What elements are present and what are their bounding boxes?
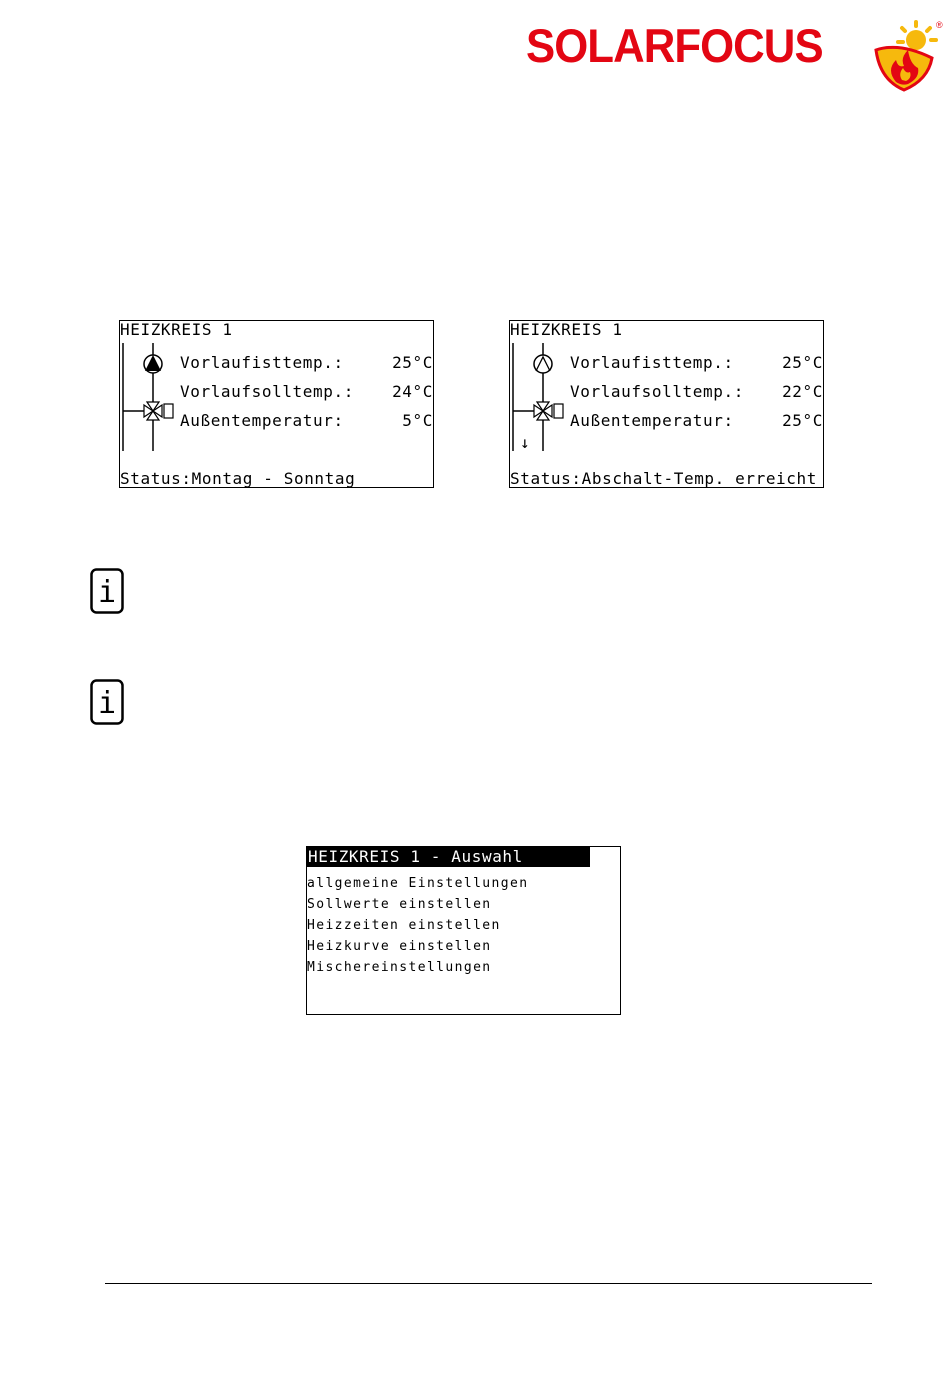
menu-item-mixer-settings[interactable]: Mischereinstellungen xyxy=(307,960,492,975)
lcd-display-off xyxy=(509,320,824,488)
display-title: HEIZKREIS 1 xyxy=(510,320,623,339)
flow-temp-label: Vorlaufisttemp.: xyxy=(570,353,734,372)
flow-temp-label: Vorlaufisttemp.: xyxy=(180,353,344,372)
info-glyph: i xyxy=(97,686,117,721)
menu-item-heating-curve[interactable]: Heizkurve einstellen xyxy=(307,939,492,954)
info-glyph: i xyxy=(97,575,117,610)
flow-temp-value: 25°C xyxy=(782,353,823,372)
flow-temp-value: 25°C xyxy=(392,353,433,372)
footer-divider xyxy=(105,1283,872,1284)
logo-wordmark: SOLARFOCUS xyxy=(526,19,823,72)
sun-flame-logo-icon xyxy=(870,20,940,92)
outdoor-temp-label: Außentemperatur: xyxy=(180,411,344,430)
menu-item-general-settings[interactable]: allgemeine Einstellungen xyxy=(307,876,529,891)
display-title: HEIZKREIS 1 xyxy=(120,320,233,339)
flow-setpoint-label: Vorlaufsolltemp.: xyxy=(570,382,744,401)
hydraulic-schematic-icon xyxy=(120,321,433,487)
down-arrow-icon: ↓ xyxy=(520,433,531,452)
flow-setpoint-label: Vorlaufsolltemp.: xyxy=(180,382,354,401)
solarfocus-logo xyxy=(526,18,946,88)
flow-setpoint-value: 24°C xyxy=(392,382,433,401)
outdoor-temp-value: 25°C xyxy=(782,411,823,430)
status-line: Status:Abschalt-Temp. erreicht xyxy=(510,469,817,488)
status-line: Status:Montag - Sonntag xyxy=(120,469,356,488)
flow-setpoint-value: 22°C xyxy=(782,382,823,401)
info-icon xyxy=(90,568,124,614)
menu-item-setpoints[interactable]: Sollwerte einstellen xyxy=(307,897,492,912)
outdoor-temp-label: Außentemperatur: xyxy=(570,411,734,430)
outdoor-temp-value: 5°C xyxy=(402,411,433,430)
hydraulic-schematic-icon xyxy=(510,321,823,487)
lcd-menu-display xyxy=(306,846,621,1015)
menu-title: HEIZKREIS 1 - Auswahl xyxy=(308,847,523,866)
lcd-display-running xyxy=(119,320,434,488)
registered-mark: ® xyxy=(936,20,943,30)
info-icon xyxy=(90,679,124,725)
menu-item-heating-times[interactable]: Heizzeiten einstellen xyxy=(307,918,501,933)
